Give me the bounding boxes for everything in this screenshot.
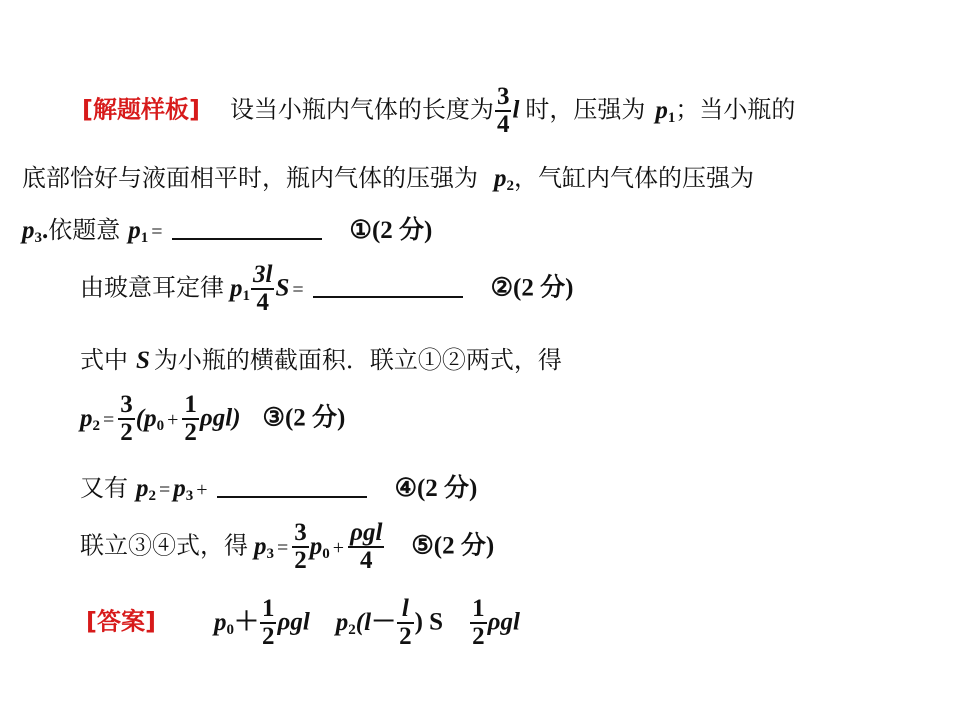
answer-1: $p_0$ (213, 608, 234, 638)
answer-2: $p_2(l$ (335, 608, 372, 638)
answer-blank-1 (172, 218, 322, 240)
template-label: [解题样板] (82, 95, 200, 124)
line3-text-a: 依题意 (48, 216, 121, 244)
var-l: l (512, 96, 520, 124)
step-tag-3: ③(2 分) (262, 404, 346, 432)
paragraph-line-2 (22, 158, 754, 195)
line1-text-b: 时，压强为 (525, 95, 646, 124)
answer-line: [答案] $p_0+$ $\frac{1}{2}$ ρgl $p_2(l-$ $\frac{l}{2}$ ) S $\frac{1}{2}$ ρgl (86, 595, 520, 650)
var-S: S (136, 347, 150, 374)
fraction-three-quarters: $\frac{3}{4}$ (496, 83, 510, 138)
line1-text-c: ；当小瓶的 (675, 95, 796, 124)
fraction-three-halves-2: $\frac{3}{2}$ (294, 519, 307, 574)
step2-text: 由玻意耳定律 (80, 273, 224, 302)
var-p2: $p_2$ (494, 165, 514, 194)
answer-3: $\frac{1}{2}$ (472, 595, 485, 650)
var-p1: $p_1$ (655, 96, 676, 126)
step-tag-2: ②(2 分) (490, 274, 574, 302)
step-tag-1: ①(2 分) (349, 217, 433, 244)
step-2: 由玻意耳定律 $p_1$ $\frac{3l}{4}$ S = ②(2 分) (80, 261, 574, 316)
answer-blank-3 (217, 476, 367, 498)
step-tag-5: ⑤(2 分) (411, 532, 495, 560)
step-4: $p_2$ = $\frac{3}{2}$ ($p_0$ + $\frac{1}{2}$ ρgl) ③(2 分) (80, 391, 346, 446)
answer-blank-2 (313, 276, 463, 298)
step-3: 式中 S 为小瓶的横截面积．联立①②两式，得 (80, 346, 562, 374)
answer-label: [答案] (86, 607, 156, 636)
step-5: 又有 $p_2 = p_3$ + ④(2 分) (80, 474, 478, 504)
paragraph-line-1 (82, 84, 795, 138)
paragraph-line-3: $p_3$.依题意 $p_1$ = ①(2 分) (22, 216, 433, 246)
fraction-rhogl-over-4: $\frac{\text{ρgl}}{4}$ (350, 519, 383, 574)
line2-text-b: ，气缸内气体的压强为 (514, 164, 754, 192)
step-6: 联立③④式，得 $p_3$ = $\frac{3}{2}$ $p_0$ + $\frac{\text{ρgl}}{4}$ ⑤(2 分) (80, 519, 495, 574)
line1-text-a: 设当小瓶内气体的长度为 (229, 95, 494, 124)
fraction-three-halves: $\frac{3}{2}$ (120, 391, 133, 446)
var-p3: $p_3$ (22, 217, 42, 246)
line2-text-a: 底部恰好与液面相平时，瓶内气体的压强为 (22, 164, 478, 192)
fraction-one-half: $\frac{1}{2}$ (184, 391, 197, 446)
step-tag-4: ④(2 分) (394, 475, 478, 502)
fraction-3l-over-4: $\frac{3l}{4}$ (253, 261, 273, 316)
